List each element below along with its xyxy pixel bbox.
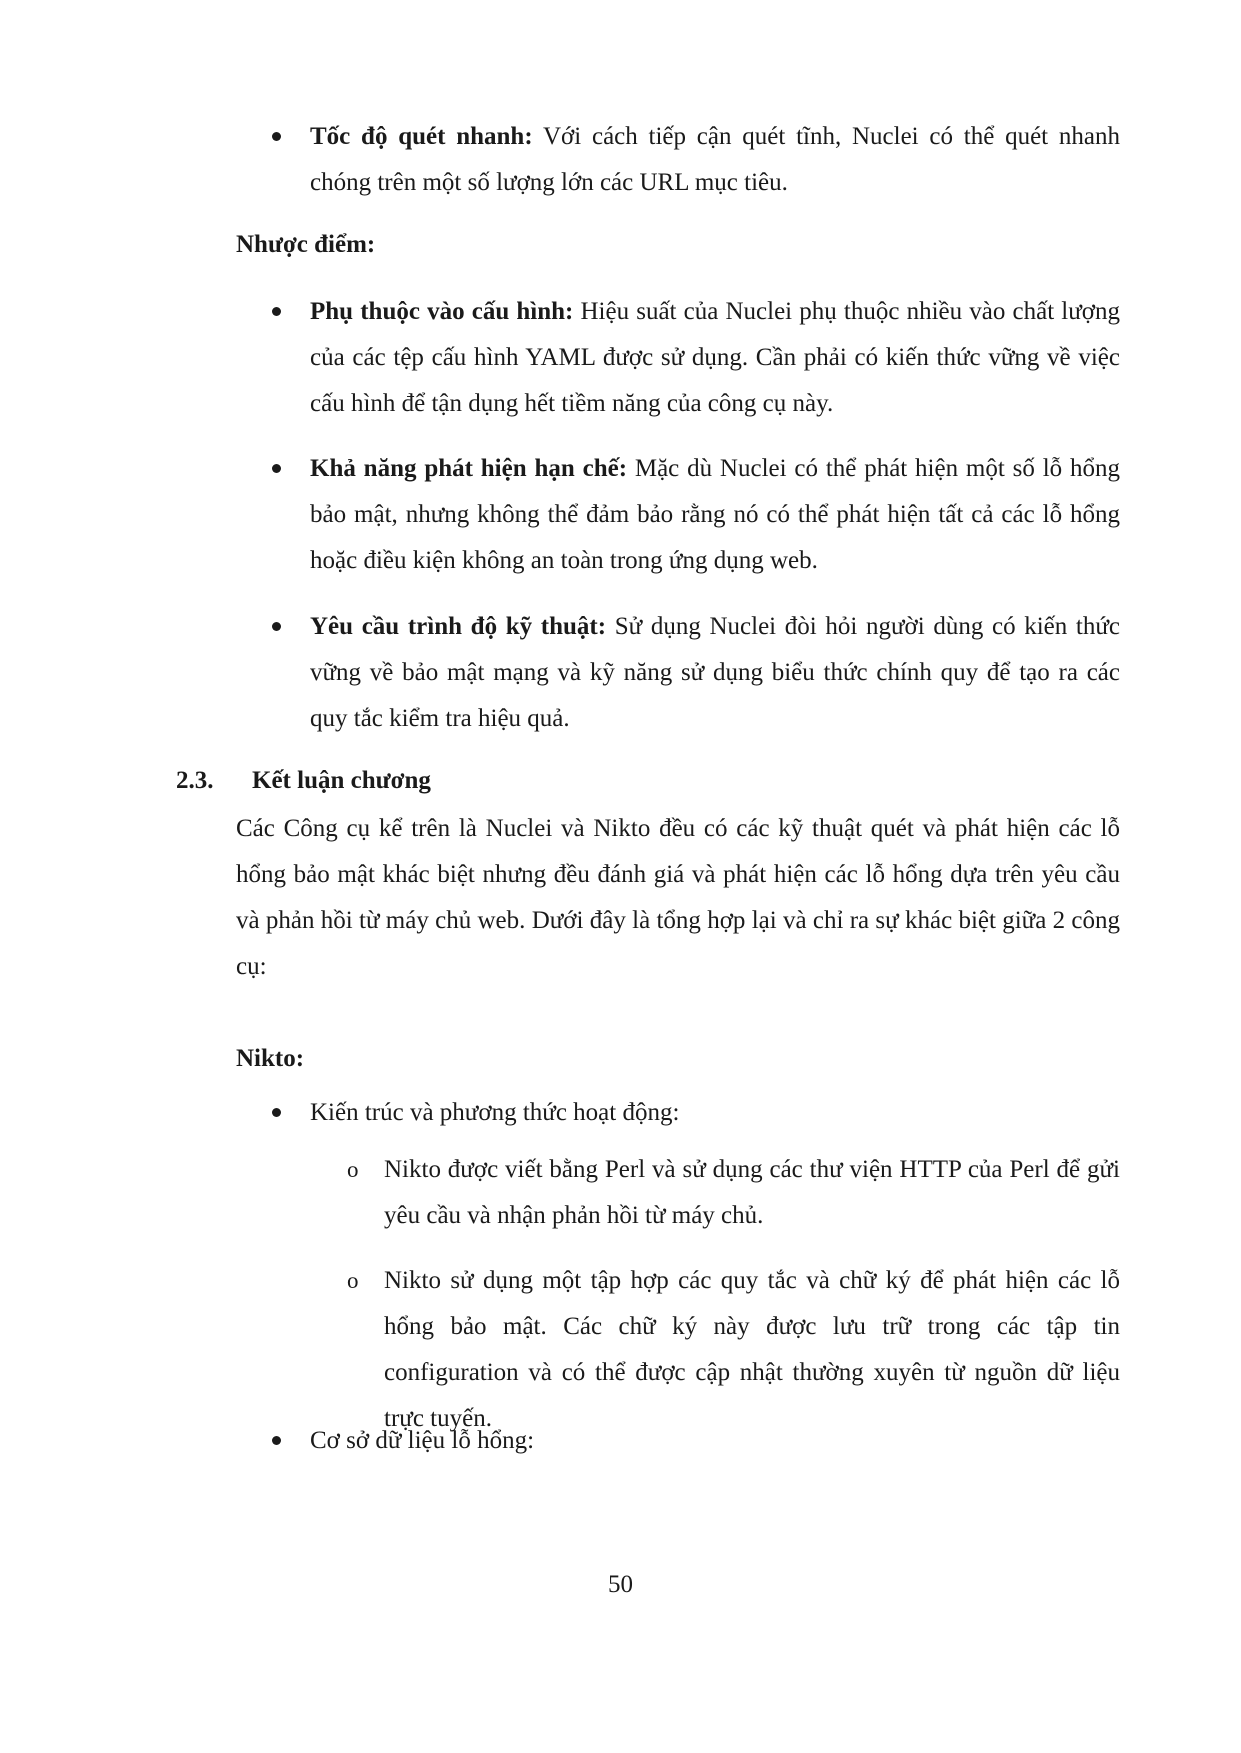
list-item bbox=[310, 446, 1120, 584]
item-text: Sử dụng Nuclei đòi hỏi người dùng có kiến thức vững về bảo mật mạng và kỹ năng sử dụng biểu thức chính quy để tạo ra các quy tắc kiểm tra hiệu quả. bbox=[310, 613, 1120, 732]
list-item bbox=[310, 604, 1120, 742]
section-intro bbox=[236, 806, 1120, 990]
nikto-heading: Nikto: bbox=[236, 1045, 305, 1072]
page-number: 50 bbox=[608, 1571, 633, 1598]
bullet-dot-icon bbox=[272, 622, 281, 631]
disadvantages-heading: Nhược điểm: bbox=[236, 231, 376, 258]
bullet-dot-icon bbox=[272, 464, 281, 473]
bullet-dot-icon bbox=[272, 307, 281, 316]
sub-list-item bbox=[384, 1258, 1120, 1442]
list-item bbox=[310, 289, 1120, 427]
item-text: Hiệu suất của Nuclei phụ thuộc nhiều vào chất lượng của các tệp cấu hình YAML được sử dụng. Cần phải có kiến thức vững về việc cấu hình để tận dụng hết tiềm năng của công cụ này. bbox=[310, 298, 1120, 417]
list-item bbox=[310, 1090, 1120, 1136]
item-text: Với cách tiếp cận quét tĩnh, Nuclei có thể quét nhanh chóng trên một số lượng lớn các URL mục tiêu. bbox=[310, 123, 1120, 196]
intro-text: Các Công cụ kể trên là Nuclei và Nikto đều có các kỹ thuật quét và phát hiện các lỗ hổng bảo mật khác biệt nhưng đều đánh giá và phát hiện các lỗ hổng dựa trên yêu cầu và phản hồi từ máy chủ web. Dưới đây là tổng hợp lại và chỉ ra sự khác biệt giữa 2 công cụ: bbox=[236, 815, 1120, 980]
sub-item-text: Nikto được viết bằng Perl và sử dụng các thư viện HTTP của Perl để gửi yêu cầu và nhận phản hồi từ máy chủ. bbox=[384, 1156, 1120, 1229]
item-text: Mặc dù Nuclei có thể phát hiện một số lỗ hổng bảo mật, nhưng không thể đảm bảo rằng nó có thể phát hiện tất cả các lỗ hổng hoặc điều kiện không an toàn trong ứng dụng web. bbox=[310, 455, 1120, 574]
bullet-dot-icon bbox=[272, 132, 281, 141]
item-label: Cơ sở dữ liệu lỗ hổng: bbox=[310, 1427, 535, 1454]
item-term: Phụ thuộc vào cấu hình: bbox=[310, 298, 574, 325]
item-term: Tốc độ quét nhanh: bbox=[310, 123, 533, 150]
item-term: Yêu cầu trình độ kỹ thuật: bbox=[310, 613, 607, 640]
sub-list-item bbox=[384, 1147, 1120, 1239]
item-term: Khả năng phát hiện hạn chế: bbox=[310, 455, 628, 482]
section-number: 2.3. bbox=[176, 767, 214, 794]
item-label: Kiến trúc và phương thức hoạt động: bbox=[310, 1099, 680, 1126]
bullet-dot-icon bbox=[272, 1108, 281, 1117]
section-title: Kết luận chương bbox=[252, 767, 431, 794]
bullet-dot-icon bbox=[272, 1436, 281, 1445]
list-item bbox=[310, 1418, 1120, 1464]
sub-item-text: Nikto sử dụng một tập hợp các quy tắc và chữ ký để phát hiện các lỗ hổng bảo mật. Các chữ ký này được lưu trữ trong các tập tin configuration và có thể được cập nhật thường xuyên từ nguồn dữ liệu trực tuyến. bbox=[384, 1267, 1120, 1432]
list-item bbox=[310, 114, 1120, 206]
circle-bullet-icon: o bbox=[347, 1157, 359, 1182]
circle-bullet-icon: o bbox=[347, 1268, 359, 1293]
